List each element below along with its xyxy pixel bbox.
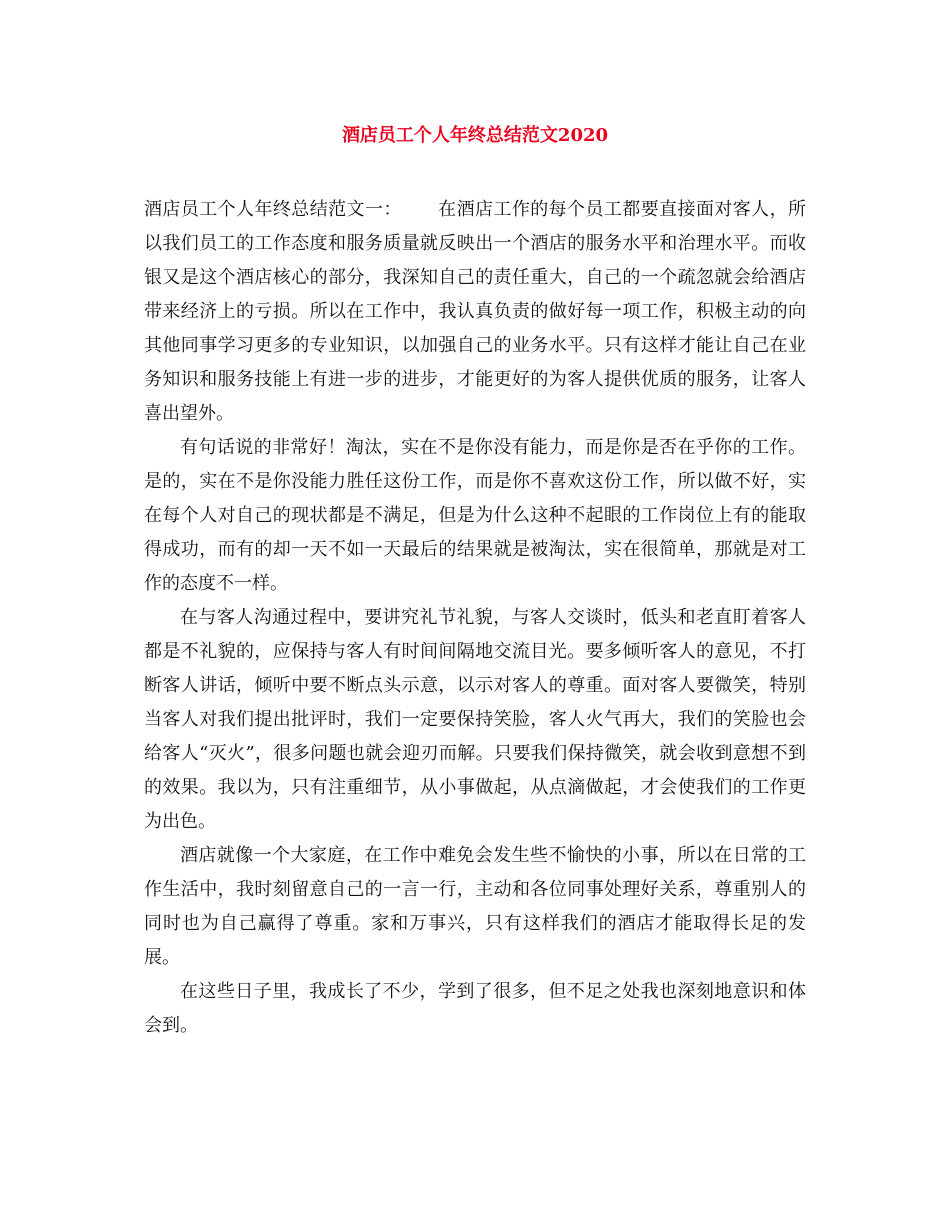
paragraph-4: 在这些日子里，我成长了不少，学到了很多，但不足之处我也深刻地意识和体会到。 [144, 981, 806, 1036]
paragraph-2: 在与客人沟通过程中，要讲究礼节礼貌，与客人交谈时，低头和老直盯着客人都是不礼貌的，应保持与客人有时间间隔地交流目光。要多倾听客人的意见，不打断客人讲话，倾听中要不断点头示意，以示对客人的尊重。面对客人要微笑，特别当客人对我们提出批评时，我们一定要保持笑脸，客人火气再大，我们的笑脸也会给客人“灭火”，很多问题也就会迎刃而解。只要我们保持微笑，就会收到意想不到的效果。我以为，只有注重细节，从小事做起，从点滴做起，才会使我们的工作更为出色。 [144, 607, 806, 832]
document-body [144, 193, 806, 1043]
intro-text: 在酒店工作的每个员工都要直接面对客人，所以我们员工的工作态度和服务质量就反映出一个酒店的服务水平和治理水平。而收银又是这个酒店核心的部分，我深知自己的责任重大，自己的一个疏忽就会给酒店带来经济上的亏损。所以在工作中，我认真负责的做好每一项工作，积极主动的向其他同事学习更多的专业知识，以加强自己的业务水平。只有这样才能让自己在业务知识和服务技能上有进一步的进步，才能更好的为客人提供优质的服务，让客人喜出望外。 [144, 199, 806, 424]
paragraph-1: 有句话说的非常好！淘汰，实在不是你没有能力，而是你是否在乎你的工作。是的，实在不是你没能力胜任这份工作，而是你不喜欢这份工作，所以做不好，实在每个人对自己的现状都是不满足，但是为什么这种不起眼的工作岗位上有的能取得成功，而有的却一天不如一天最后的结果就是被淘汰，实在很简单，那就是对工作的态度不一样。 [144, 437, 806, 594]
intro-paragraph [144, 193, 806, 431]
intro-label: 酒店员工个人年终总结范文一： [144, 199, 402, 220]
document-title: 酒店员工个人年终总结范文2020 [341, 125, 609, 146]
paragraph-3: 酒店就像一个大家庭，在工作中难免会发生些不愉快的小事，所以在日常的工作生活中，我时刻留意自己的一言一行，主动和各位同事处理好关系，尊重别人的同时也为自己赢得了尊重。家和万事兴，只有这样我们的酒店才能取得长足的发展。 [144, 845, 806, 968]
